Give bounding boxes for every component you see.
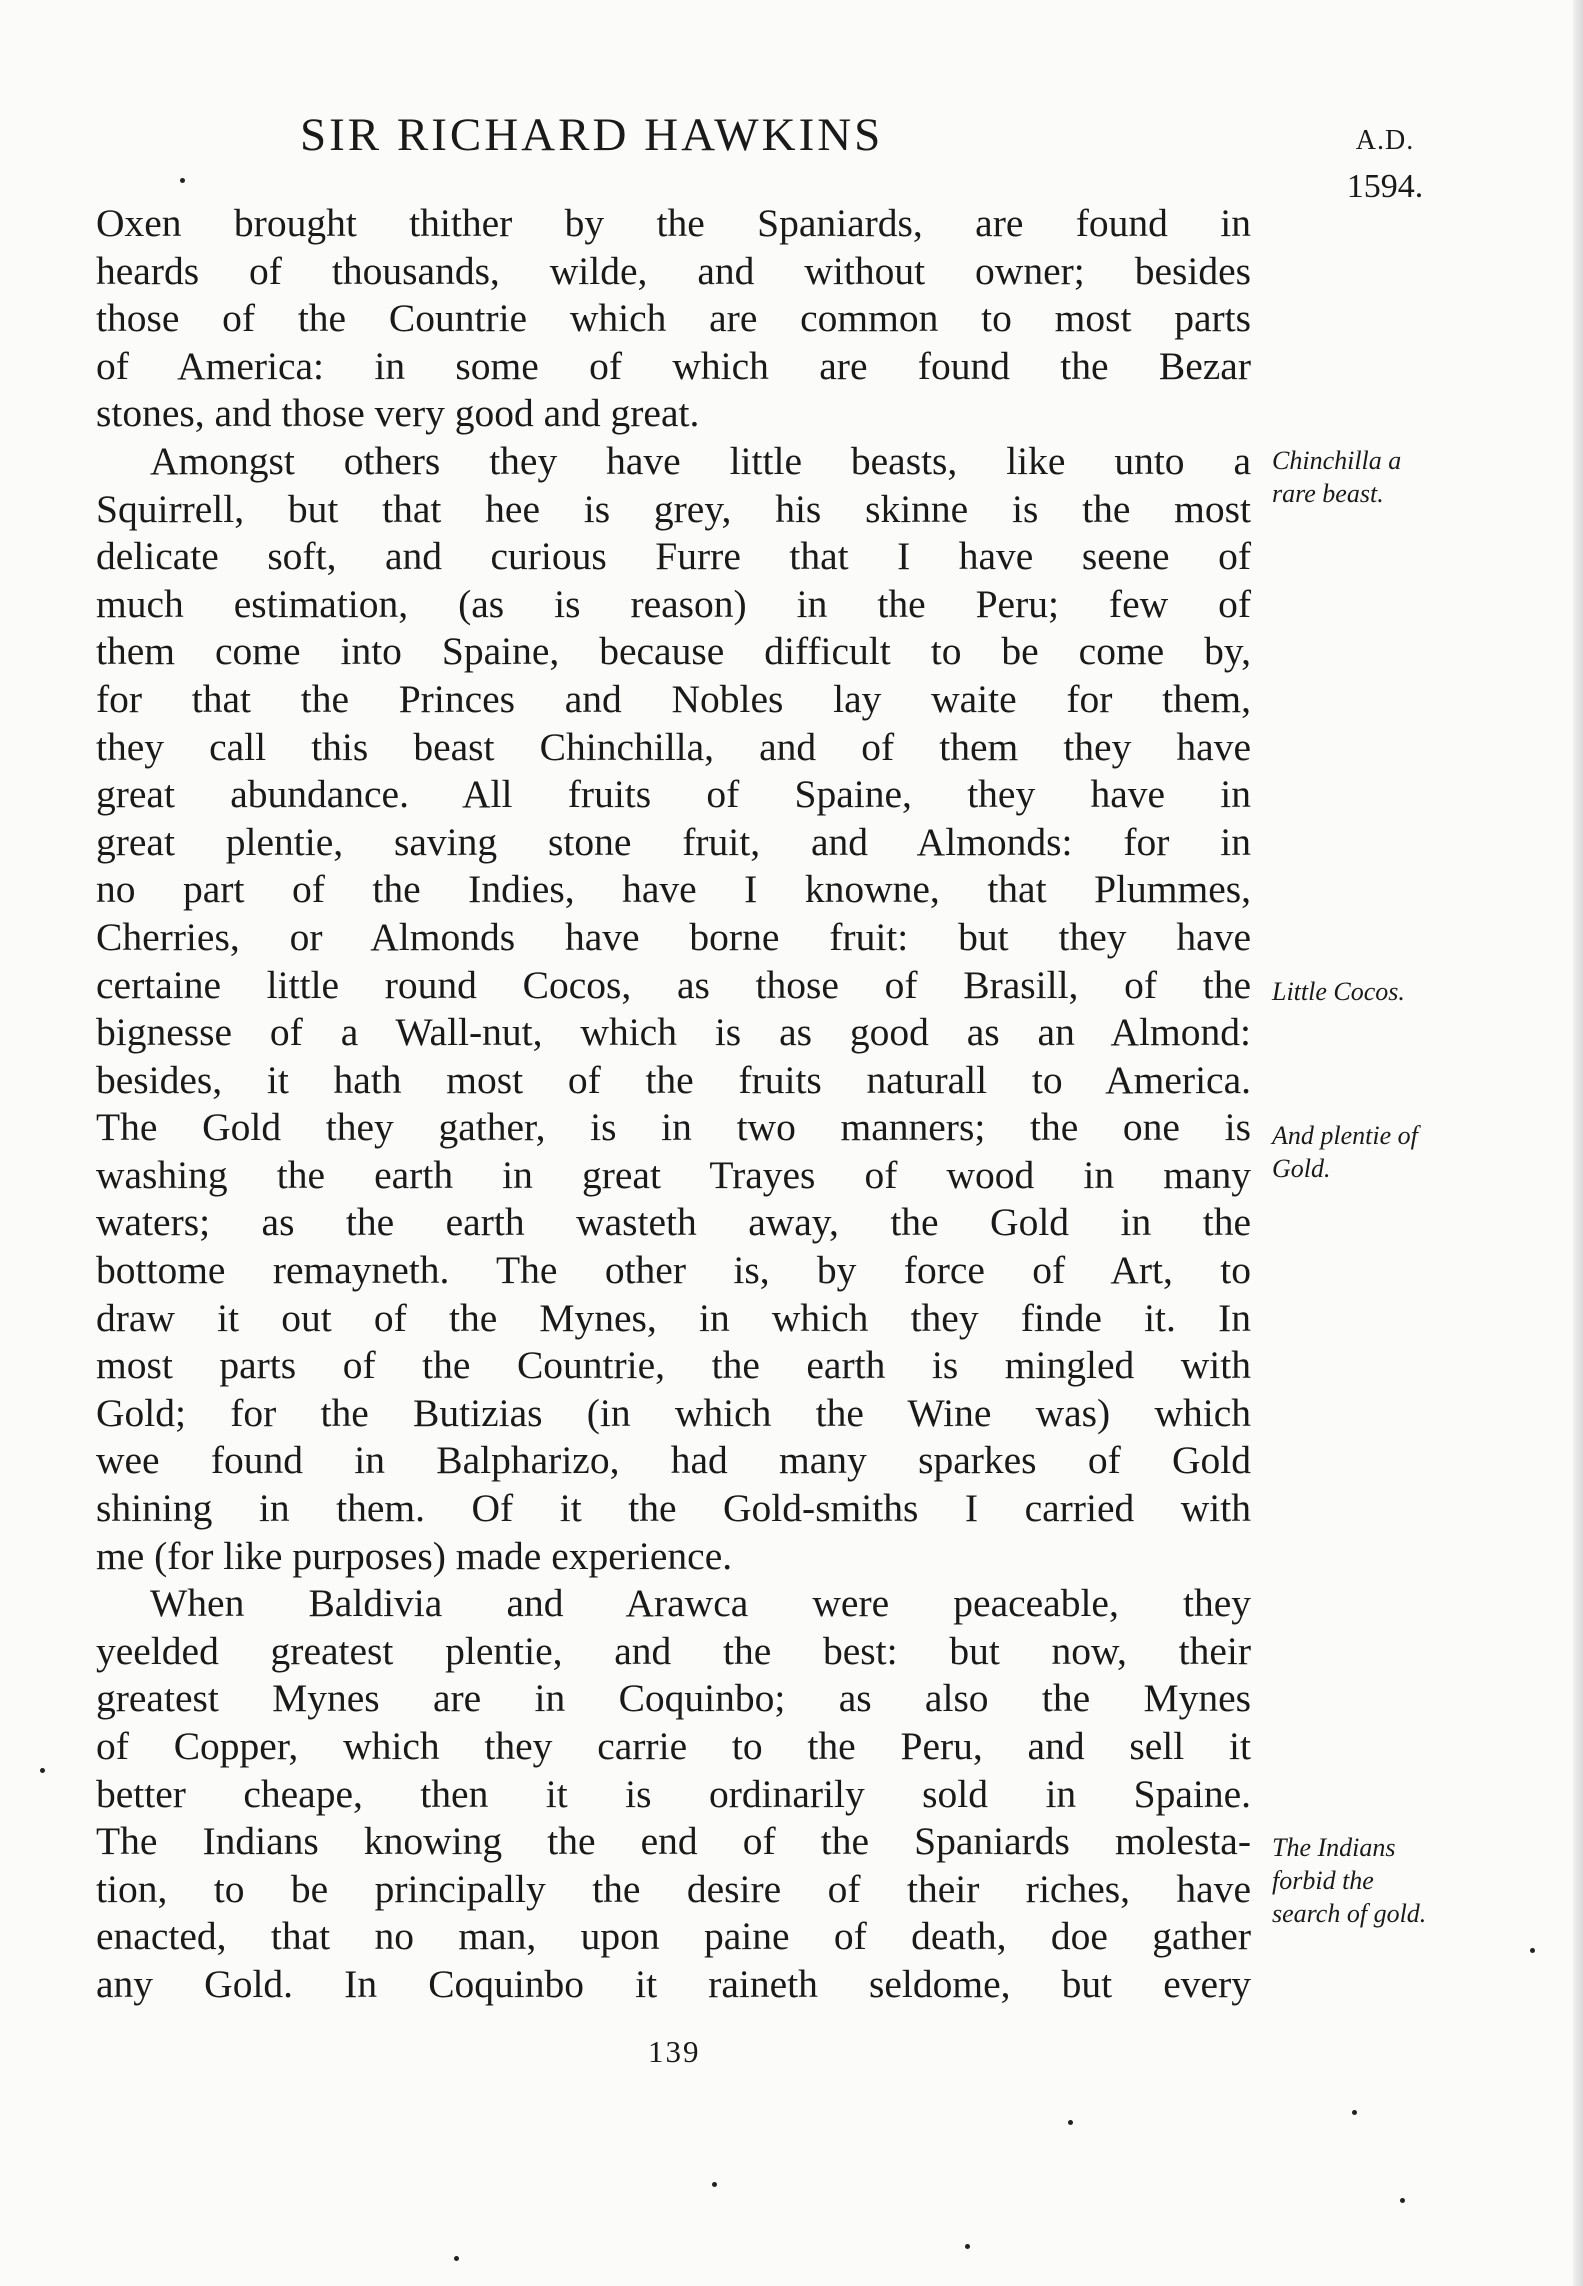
side-note-indians [1272,1831,1492,1930]
main-text [96,200,1251,2009]
print-speck [454,2256,459,2261]
text-line: yeelded greatest plentie, and the best: but now, their [96,1628,1251,1673]
print-speck [1352,2110,1357,2115]
running-title: SIR RICHARD HAWKINS [300,109,884,161]
text-line: bottome remayneth. The other is, by force of Art, to [96,1248,1251,1293]
text-line: much estimation, (as is reason) in the Peru; few of [96,581,1251,626]
text-line: better cheape, then it is ordinarily sold in Spaine. [96,1771,1251,1816]
text-line: great abundance. All fruits of Spaine, they have in [96,772,1251,817]
text-line: certaine little round Cocos, as those of Brasill, of the [96,962,1251,1007]
text-line: Amongst others they have little beasts, like unto a [150,438,1251,483]
text-line: Squirrell, but that hee is grey, his skinne is the most [96,486,1251,531]
print-speck [180,178,185,183]
text-line: me (for like purposes) made experience. [96,1533,733,1578]
side-note-chinchilla [1272,444,1492,510]
text-line: When Baldivia and Arawca were peaceable, they [150,1581,1251,1626]
era-label: A.D. [1355,125,1415,156]
text-line: stones, and those very good and great. [96,391,700,436]
text-line: of Copper, which they carrie to the Peru, and sell it [96,1724,1251,1768]
text-line: besides, it hath most of the fruits naturall to America. [96,1057,1251,1102]
text-line: wee found in Balpharizo, had many sparkes of Gold [96,1438,1251,1483]
text-line: enacted, that no man, upon paine of death, doe gather [96,1914,1251,1959]
page-number: 139 [648,2034,701,2069]
text-line: The Gold they gather, is in two manners; the one is [96,1105,1251,1150]
text-line: washing the earth in great Trayes of wood in many [96,1152,1251,1197]
text-line: Gold; for the Butizias (in which the Wine was) which [96,1390,1251,1435]
side-note-line: search of gold. [1272,1899,1427,1928]
side-note-line: The Indians [1272,1833,1396,1862]
year-marker [1325,118,1445,210]
year-label: 1594. [1346,168,1424,205]
print-speck [40,1768,45,1773]
text-line: waters; as the earth wasteth away, the Gold in the [96,1200,1251,1245]
text-line: Oxen brought thither by the Spaniards, are found in [96,201,1251,245]
print-speck [1068,2120,1073,2125]
print-speck [965,2244,970,2249]
print-speck [712,2182,717,2187]
text-line: any Gold. In Coquinbo it raineth seldome, but every [96,1961,1251,2006]
text-line: tion, to be principally the desire of their riches, have [96,1866,1251,1911]
text-line: The Indians knowing the end of the Spaniards molesta- [96,1819,1251,1864]
side-note-line: Gold. [1272,1154,1331,1183]
text-line: shining in them. Of it the Gold-smiths I carried with [96,1486,1251,1531]
print-speck [1530,1948,1535,1953]
text-line: of America: in some of which are found the Bezar [96,343,1251,388]
side-note-line: Chinchilla a [1272,446,1402,475]
text-line: for that the Princes and Nobles lay waite for them, [96,676,1251,721]
text-line: those of the Countrie which are common to most parts [96,296,1251,341]
side-note-line: And plentie of [1272,1121,1418,1150]
text-line: them come into Spaine, because difficult to be come by, [96,629,1251,674]
text-line: great plentie, saving stone fruit, and Almonds: for in [96,819,1251,864]
text-line: they call this beast Chinchilla, and of them they have [96,724,1251,769]
text-line: bignesse of a Wall-nut, which is as good as an Almond: [96,1010,1251,1055]
text-line: delicate soft, and curious Furre that I have seene of [96,534,1251,579]
side-note-cocos [1272,975,1492,1008]
side-note-line: Little Cocos. [1272,977,1405,1006]
side-note-gold [1272,1119,1492,1185]
text-line: draw it out of the Mynes, in which they finde it. In [96,1295,1251,1340]
text-line: Cherries, or Almonds have borne fruit: but they have [96,914,1251,959]
text-line: most parts of the Countrie, the earth is mingled with [96,1343,1251,1388]
text-line: no part of the Indies, have I knowne, that Plummes, [96,867,1251,912]
side-note-line: rare beast. [1272,479,1384,508]
page-edge-shadow [1573,0,1583,2286]
side-note-line: forbid the [1272,1866,1374,1895]
text-line: greatest Mynes are in Coquinbo; as also the Mynes [96,1676,1251,1721]
print-speck [1400,2198,1405,2203]
text-line: heards of thousands, wilde, and without owner; besides [96,248,1251,293]
